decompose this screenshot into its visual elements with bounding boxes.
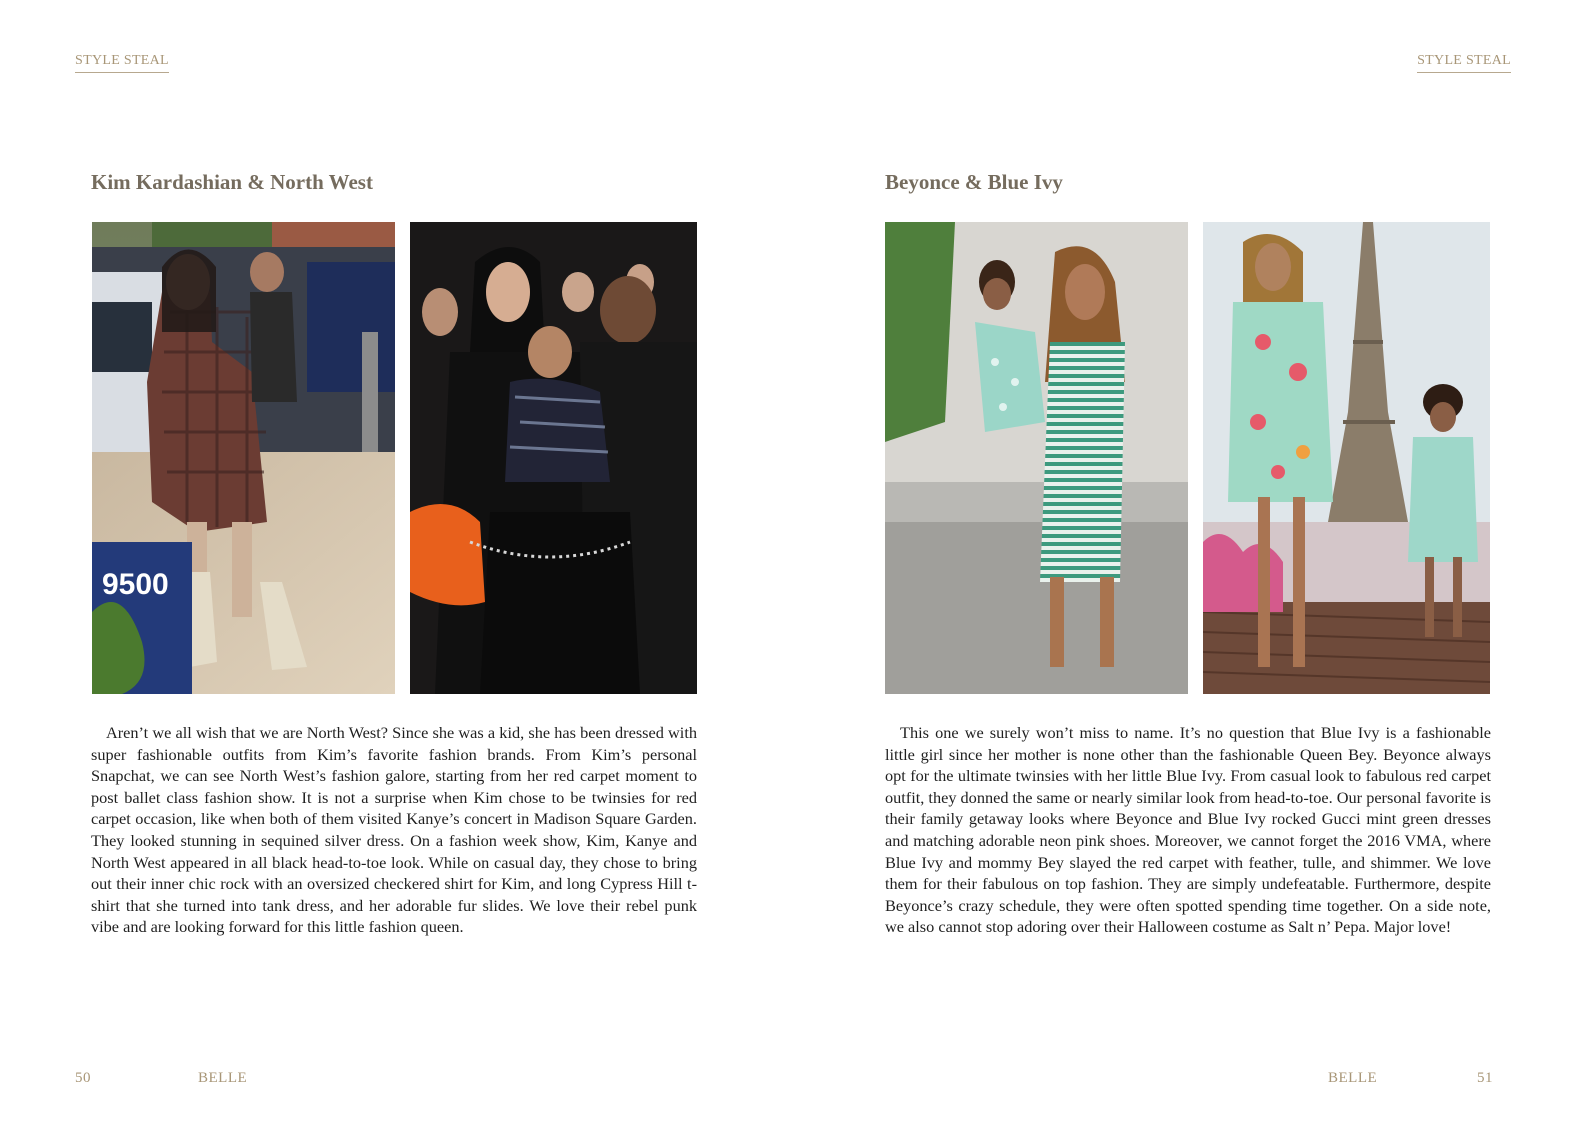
magazine-name: BELLE — [198, 1070, 248, 1086]
street-sign-number: 9500 — [102, 568, 169, 601]
section-tag: STYLE STEAL — [1417, 53, 1511, 73]
page-number: 51 — [1477, 1070, 1493, 1086]
magazine-name: BELLE — [1328, 1070, 1378, 1086]
kim-kanye-north-fashion-week-photo — [410, 222, 697, 694]
beyonce-blue-ivy-paris-image — [1203, 222, 1490, 694]
beyonce-blue-ivy-paris-photo — [1203, 222, 1490, 694]
page-number: 50 — [75, 1070, 91, 1086]
kim-kanye-north-fashion-week-image — [410, 222, 697, 694]
article-body: This one we surely won’t miss to name. It’s no question that Blue Ivy is a fashionable little girl since her mother is none other than the fashionable Queen Bey. Beyonce always opt for the ultimate twinsies with her little Blue Ivy. From casual look to fabulous red carpet outfit, they donned the same or nearly similar look from head-to-toe. Our personal favorite is their family getaway looks where Beyonce and Blue Ivy rocked Gucci mint green dresses and matching adorable neon pink shoes. Moreover, we cannot forget the 2016 VMA, where Blue Ivy and mommy Bey slayed the red carpet with feather, tulle, and shimmer. We love them for their fabulous on top fashion. They are simply undefeatable. Furthermore, despite Beyonce’s crazy schedule, they were often spotted spending time together. On a side note, we also cannot stop adoring over their Halloween costume as Salt n’ Pepa. Major love! — [885, 723, 1491, 937]
left-page — [0, 0, 793, 1123]
section-tag: STYLE STEAL — [75, 53, 169, 73]
beyonce-blue-ivy-stripes-image — [885, 222, 1188, 694]
kim-north-street-image — [92, 222, 395, 694]
article-heading: Kim Kardashian & North West — [91, 170, 373, 194]
article-heading: Beyonce & Blue Ivy — [885, 170, 1063, 194]
beyonce-blue-ivy-stripes-photo — [885, 222, 1188, 694]
kim-north-street-photo — [92, 222, 395, 694]
article-body: Aren’t we all wish that we are North West? Since she was a kid, she has been dressed with super fashionable outfits from Kim’s favorite fashion brands. From Kim’s personal Snapchat, we can see North West’s fashion galore, starting from her red carpet moment to post ballet class fashion show. It is not a surprise when Kim chose to be twinsies for red carpet occasion, like when both of them visited Kanye’s concert in Madison Square Garden. They looked stunning in sequined silver dress. On a fashion week show, Kim, Kanye and North West appeared in all black head-to-toe look. While on casual day, they chose to bring out their inner chic rock with an oversized checkered shirt for Kim, and long Cypress Hill t-shirt that she turned into tank dress, and her adorable fur slides. We love their rebel punk vibe and are looking forward for this little fashion queen. — [91, 723, 697, 937]
right-page — [794, 0, 1587, 1123]
